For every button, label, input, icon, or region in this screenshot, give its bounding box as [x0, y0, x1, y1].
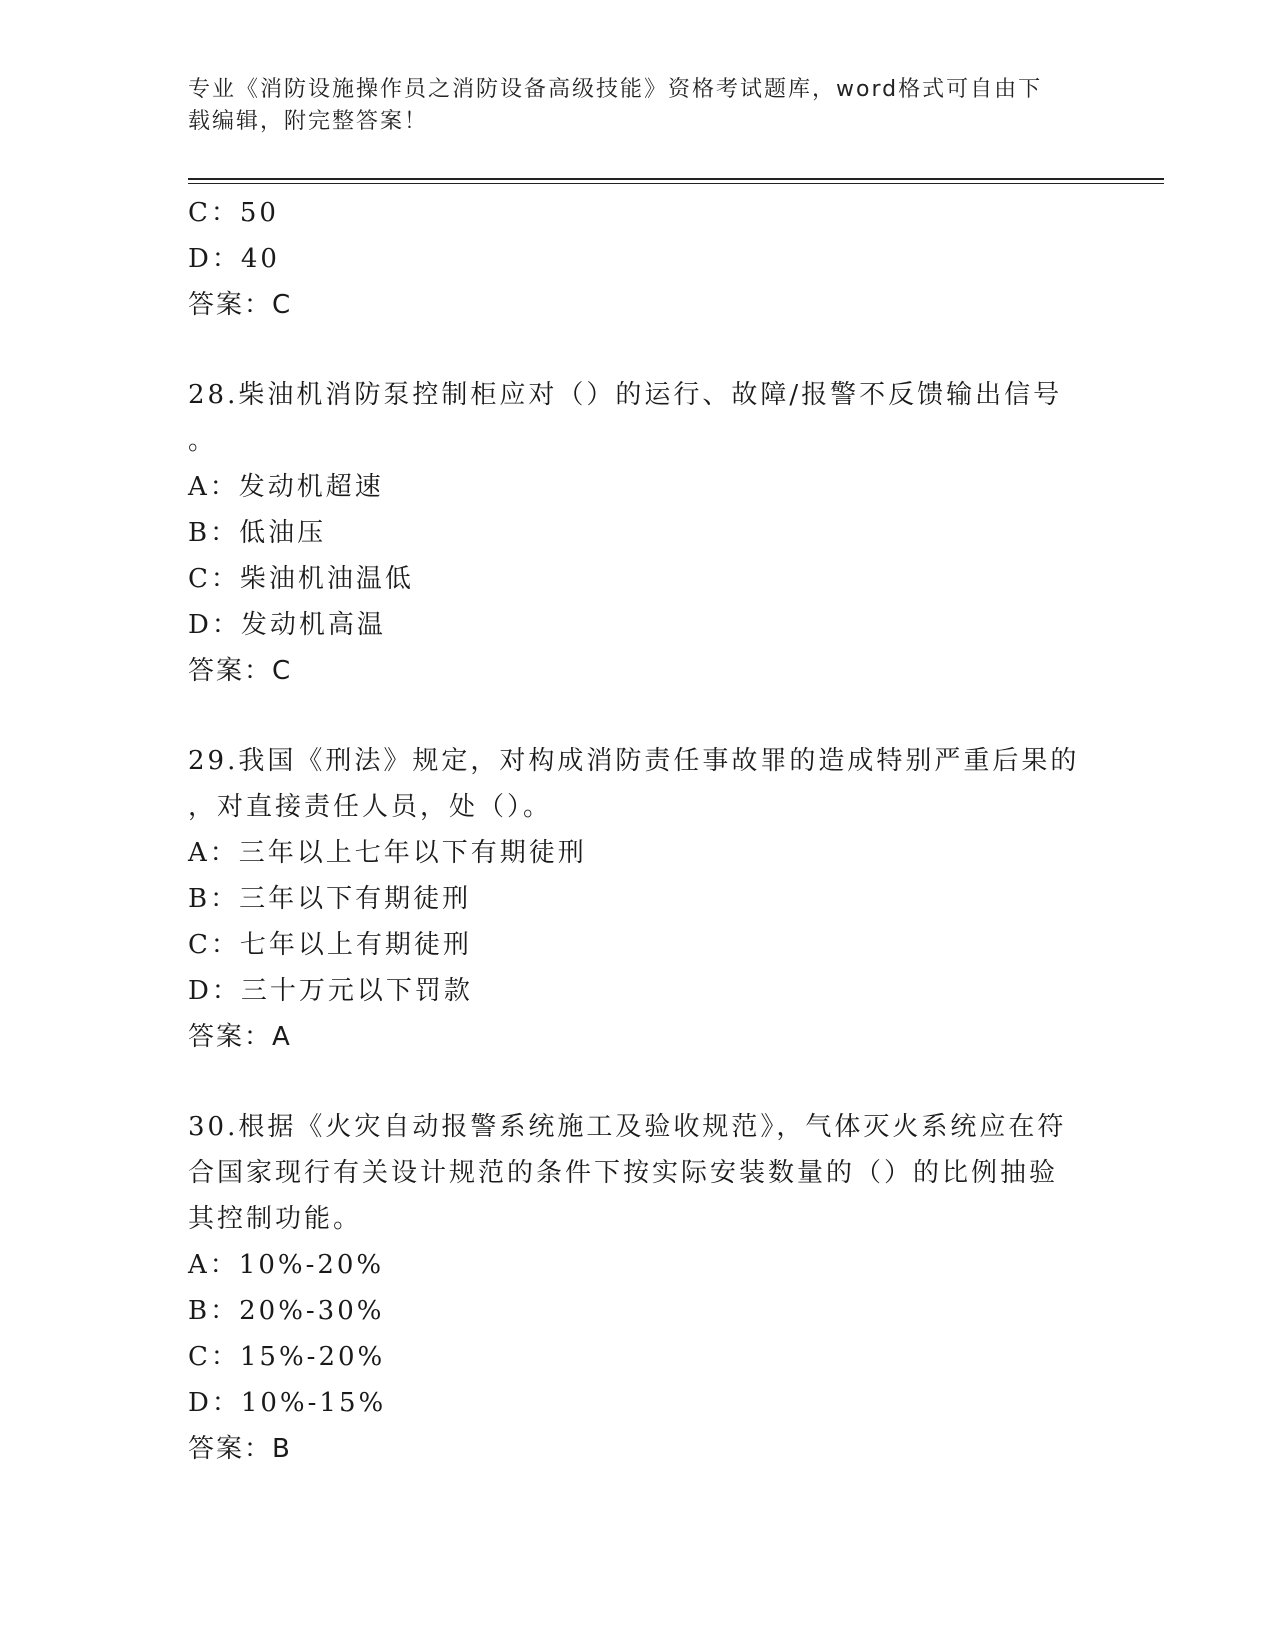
question-text-line: 30.根据《火灾自动报警系统施工及验收规范》，气体灭火系统应在符: [188, 1112, 1067, 1142]
option-a: A：发动机超速: [188, 472, 384, 502]
header-rule-thick: [188, 178, 1164, 180]
question-text-line: 29.我国《刑法》规定，对构成消防责任事故罪的造成特别严重后果的: [188, 746, 1080, 776]
question-30: [188, 1104, 1088, 1472]
question-list: [188, 190, 1088, 1472]
option-a: A：三年以上七年以下有期徒刑: [188, 838, 587, 868]
question-text-line: 。: [188, 426, 218, 456]
option-c: C：50: [188, 198, 279, 228]
question-28: [188, 372, 1088, 694]
answer-line: 答案：B: [188, 1434, 292, 1464]
option-d: D：40: [188, 244, 280, 274]
option-b: B：三年以下有期徒刑: [188, 884, 472, 914]
option-d: D：发动机高温: [188, 610, 386, 640]
option-a: A：10%-20%: [188, 1250, 385, 1280]
question-text-line: 其控制功能。: [188, 1204, 363, 1234]
option-b: B：20%-30%: [188, 1296, 385, 1326]
question-text-line: 合国家现行有关设计规范的条件下按实际安装数量的（）的比例抽验: [188, 1158, 1059, 1188]
header-line-1: 专业《消防设施操作员之消防设备高级技能》资格考试题库，word格式可自由下: [188, 77, 1043, 102]
option-c: C：七年以上有期徒刑: [188, 930, 472, 960]
carryover-question: [188, 190, 1088, 328]
answer-line: 答案：C: [188, 656, 293, 686]
option-c: C：柴油机油温低: [188, 564, 414, 594]
header-rule-thin: [188, 183, 1164, 184]
answer-line: 答案：A: [188, 1022, 292, 1052]
option-c: C：15%-20%: [188, 1342, 386, 1372]
option-d: D：三十万元以下罚款: [188, 976, 473, 1006]
question-text-line: 28.柴油机消防泵控制柜应对（）的运行、故障/报警不反馈输出信号: [188, 380, 1063, 410]
document-header: [188, 74, 1068, 138]
question-text-line: ，对直接责任人员，处（）。: [188, 792, 553, 822]
option-d: D：10%-15%: [188, 1388, 387, 1418]
answer-line: 答案：C: [188, 290, 293, 320]
question-29: [188, 738, 1088, 1060]
header-line-2: 载编辑，附完整答案！: [188, 109, 429, 134]
option-b: B：低油压: [188, 518, 327, 548]
